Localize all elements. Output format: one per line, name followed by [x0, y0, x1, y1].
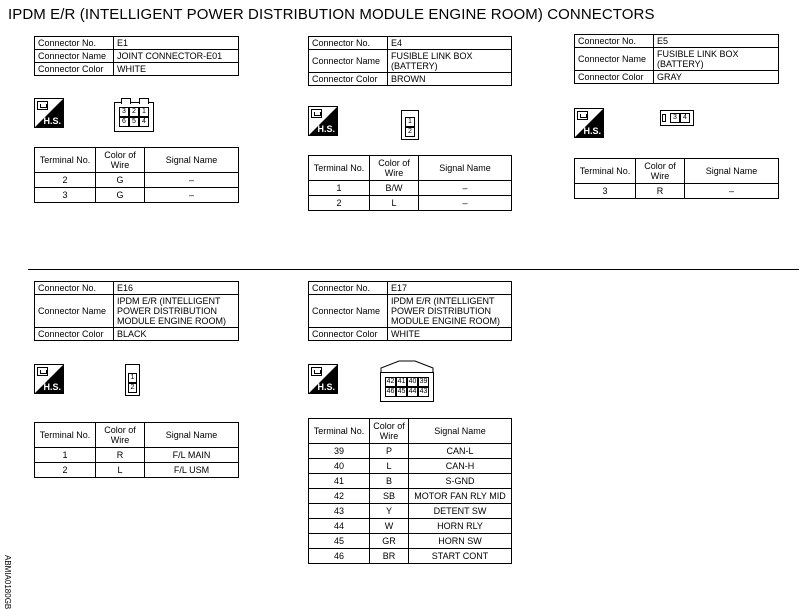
pin: 44: [408, 388, 417, 395]
table-row: 3 G –: [35, 188, 239, 203]
table-row: 1 B/W –: [309, 181, 512, 196]
connector-color-label: Connector Color: [309, 328, 388, 341]
connector-no-label: Connector No.: [575, 35, 654, 48]
connector-no-value: E1: [114, 37, 239, 50]
pin: 46: [386, 388, 395, 395]
connector-name-label: Connector Name: [35, 295, 114, 328]
terminal-table: [34, 147, 239, 203]
table-row: 39 P CAN-L: [309, 444, 512, 459]
signal-name-header: Signal Name: [409, 419, 512, 444]
table-row: 41 B S-GND: [309, 474, 512, 489]
table-row: 1 R F/L MAIN: [35, 448, 239, 463]
connector-name-value: FUSIBLE LINK BOX (BATTERY): [654, 48, 779, 71]
connector-no-label: Connector No.: [35, 282, 114, 295]
pin: 5: [129, 117, 139, 127]
terminal-no-header: Terminal No.: [575, 159, 636, 184]
hs-label: H.S.: [43, 382, 61, 392]
pin: 42: [386, 378, 395, 385]
pin: 1: [139, 107, 149, 117]
connector-color-label: Connector Color: [309, 73, 388, 86]
connector-color-label: Connector Color: [35, 328, 114, 341]
hs-label: H.S.: [317, 124, 335, 134]
wire-color-header: Color of Wire: [370, 419, 409, 444]
pin: 4: [139, 117, 149, 127]
wire-color-header: Color of Wire: [96, 423, 145, 448]
table-row: 42 SB MOTOR FAN RLY MID: [309, 489, 512, 504]
wire-color-header: Color of Wire: [96, 148, 145, 173]
connector-no-value: E16: [114, 282, 239, 295]
table-row: 40 L CAN-H: [309, 459, 512, 474]
connector-no-value: E5: [654, 35, 779, 48]
connector-face-e16: [125, 364, 140, 396]
terminal-table: [308, 418, 512, 564]
pin: 43: [419, 388, 428, 395]
connector-name-label: Connector Name: [575, 48, 654, 71]
terminal-no-header: Terminal No.: [309, 156, 370, 181]
connector-face-e1: [114, 102, 154, 132]
wire-color-header: Color of Wire: [636, 159, 685, 184]
connector-e17: [308, 281, 512, 341]
pin: 2: [128, 383, 137, 393]
connector-name-value: JOINT CONNECTOR-E01: [114, 50, 239, 63]
terminal-table: [574, 158, 779, 199]
connector-e4: [308, 36, 512, 86]
hs-icon: [308, 106, 338, 136]
section-divider: [28, 269, 799, 270]
hs-label: H.S.: [43, 116, 61, 126]
pin: 3: [119, 107, 129, 117]
table-row: 46 BR START CONT: [309, 549, 512, 564]
pin: 3: [670, 113, 680, 123]
connector-no-value: E4: [388, 37, 512, 50]
hs-label: H.S.: [583, 126, 601, 136]
connector-e16: [34, 281, 239, 341]
connector-info-table: [308, 281, 512, 341]
connector-e1: [34, 36, 239, 76]
pin: 1: [128, 373, 137, 383]
pin: 41: [397, 378, 406, 385]
connector-color-label: Connector Color: [35, 63, 114, 76]
pin: 2: [129, 107, 139, 117]
table-row: 2 G –: [35, 173, 239, 188]
terminal-table: [308, 155, 512, 211]
terminal-no-header: Terminal No.: [35, 423, 96, 448]
hs-icon: [308, 364, 338, 394]
terminal-no-header: Terminal No.: [309, 419, 370, 444]
connector-info-table: [308, 36, 512, 86]
connector-name-label: Connector Name: [309, 295, 388, 328]
connector-color-value: BLACK: [114, 328, 239, 341]
figure-code: ABMIA0180GB: [3, 555, 12, 609]
pin: 6: [119, 117, 129, 127]
connector-e5: [574, 34, 779, 84]
connector-no-label: Connector No.: [309, 37, 388, 50]
connector-face-e5: [660, 110, 694, 126]
hs-icon: [574, 108, 604, 138]
connector-color-value: BROWN: [388, 73, 512, 86]
connector-info-table: [574, 34, 779, 84]
connector-name-value: FUSIBLE LINK BOX (BATTERY): [388, 50, 512, 73]
connector-color-label: Connector Color: [575, 71, 654, 84]
pin: 4: [680, 113, 690, 123]
page-title: IPDM E/R (INTELLIGENT POWER DISTRIBUTION MODULE ENGINE ROOM) CONNECTORS: [8, 6, 655, 23]
table-row: 44 W HORN RLY: [309, 519, 512, 534]
table-row: 43 Y DETENT SW: [309, 504, 512, 519]
terminal-table: [34, 422, 239, 478]
pin: 2: [405, 127, 415, 137]
wire-color-header: Color of Wire: [370, 156, 419, 181]
pin: 45: [397, 388, 406, 395]
connector-info-table: [34, 281, 239, 341]
signal-name-header: Signal Name: [419, 156, 512, 181]
connector-name-value: IPDM E/R (INTELLIGENT POWER DISTRIBUTION MODULE ENGINE ROOM): [388, 295, 512, 328]
connector-name-value: IPDM E/R (INTELLIGENT POWER DISTRIBUTION MODULE ENGINE ROOM): [114, 295, 239, 328]
terminal-no-header: Terminal No.: [35, 148, 96, 173]
connector-no-label: Connector No.: [309, 282, 388, 295]
hs-icon: [34, 364, 64, 394]
connector-no-value: E17: [388, 282, 512, 295]
pin: 40: [408, 378, 417, 385]
connector-info-table: [34, 36, 239, 76]
table-row: 3 R –: [575, 184, 779, 199]
connector-face-e4: [401, 110, 419, 140]
connector-color-value: WHITE: [388, 328, 512, 341]
hs-label: H.S.: [317, 382, 335, 392]
signal-name-header: Signal Name: [145, 423, 239, 448]
table-row: 2 L –: [309, 196, 512, 211]
hs-icon: [34, 98, 64, 128]
signal-name-header: Signal Name: [145, 148, 239, 173]
table-row: 2 L F/L USM: [35, 463, 239, 478]
connector-color-value: WHITE: [114, 63, 239, 76]
connector-face-e17: [380, 360, 434, 402]
table-row: 45 GR HORN SW: [309, 534, 512, 549]
connector-name-label: Connector Name: [309, 50, 388, 73]
connector-name-label: Connector Name: [35, 50, 114, 63]
connector-color-value: GRAY: [654, 71, 779, 84]
signal-name-header: Signal Name: [685, 159, 779, 184]
pin: 1: [405, 117, 415, 127]
connector-no-label: Connector No.: [35, 37, 114, 50]
pin: 39: [419, 378, 428, 385]
